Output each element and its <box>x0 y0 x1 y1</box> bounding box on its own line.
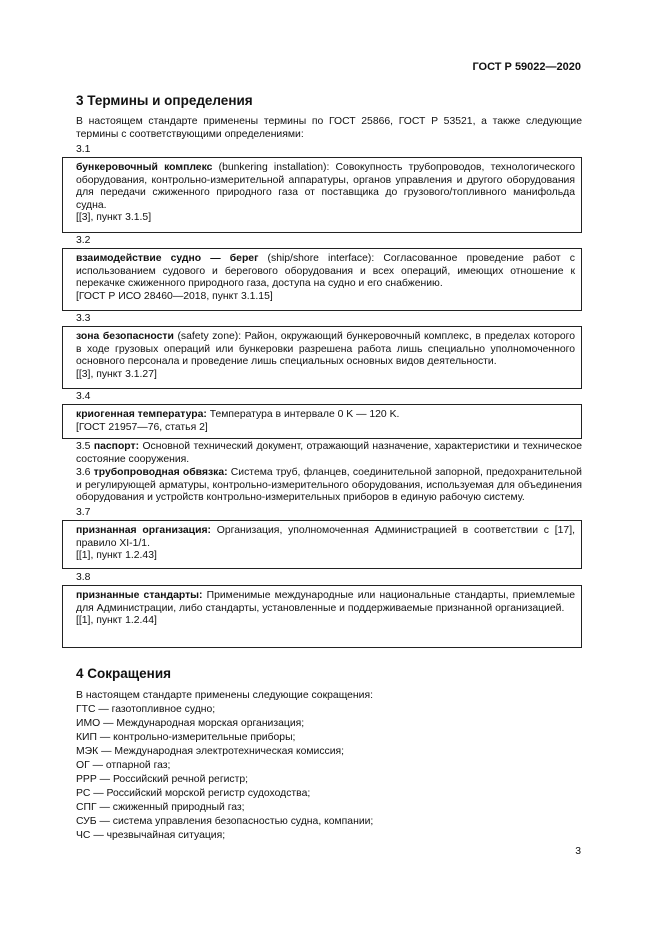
standard-code: ГОСТ Р 59022—2020 <box>472 61 581 73</box>
term-source: [[1], пункт 1.2.44] <box>76 615 157 627</box>
term-name: признанная организация: <box>76 525 211 536</box>
term-name: трубопроводная обвязка: <box>93 467 228 478</box>
term-text: Применимые международные или национальные стандарты, приемлемые для Администрации, либо стандарты, установленные и поддерживаемые признанной организацией. <box>76 590 575 614</box>
abbreviation-item: РРР — Российский речной регистр; <box>76 774 249 785</box>
term-definition <box>76 525 575 550</box>
term-name: зона безопасности <box>76 331 174 342</box>
term-box-3-8 <box>62 585 582 648</box>
term-source: [[3], пункт 3.1.27] <box>76 368 157 380</box>
term-number: 3.2 <box>76 235 91 246</box>
abbreviation-item: СУБ — система управления безопасностью судна, компании; <box>76 816 374 827</box>
abbreviation-item: СПГ — сжиженный природный газ; <box>76 802 245 813</box>
term-text: (bunkering installation): Совокупность трубопроводов, технологического оборудования, контрольно-измерительной аппаратуры, органов управления и другого оборудования для передачи сжиженного природного газа от поставщика до грузового/топливного манифольда судна. <box>76 162 576 211</box>
term-number: 3.3 <box>76 313 91 324</box>
section-4-title: 4 Сокращения <box>76 666 171 681</box>
term-source: [[1], пункт 1.2.43] <box>76 550 157 562</box>
section-4-intro: В настоящем стандарте применены следующие сокращения: <box>76 690 373 701</box>
abbreviation-item: КИП — контрольно-измерительные приборы; <box>76 732 296 743</box>
term-definition <box>76 409 575 422</box>
term-name: взаимодействие судно — берег <box>76 253 259 264</box>
term-name: паспорт: <box>93 441 140 452</box>
term-text: Основной технический документ, отражающий назначение, характеристики и техническое состояние сооружения. <box>76 441 582 465</box>
term-number: 3.5 <box>76 441 94 452</box>
term-definition <box>76 590 575 615</box>
section-3-intro: В настоящем стандарте применены термины по ГОСТ 25866, ГОСТ Р 53521, а также следующие термины с соответствующими определениями: <box>76 116 582 140</box>
term-text: Система труб, фланцев, соединительной запорной, предохранительной и регулирующей арматуры, контрольно-измерительного оборудования, используемая для объединения оборудования и устройств контрольно-измерительных приборов в единую рабочую систему. <box>76 467 582 504</box>
term-source: [[3], пункт 3.1.5] <box>76 212 152 224</box>
term-number: 3.7 <box>76 507 91 518</box>
term-text: Организация, уполномоченная Администрацией в соответствии с [17], правило XI-1/1. <box>76 525 575 549</box>
term-definition <box>76 162 575 212</box>
term-name: признанные стандарты: <box>76 590 203 601</box>
term-text: Температура в интервале 0 K — 120 K. <box>206 409 400 420</box>
term-paragraph-3-6 <box>76 467 582 505</box>
term-number: 3.8 <box>76 572 91 583</box>
term-box-3-2 <box>62 248 582 311</box>
page-number: 3 <box>575 846 581 857</box>
abbreviation-item: ИМО — Международная морская организация; <box>76 718 305 729</box>
abbreviation-item: РС — Российский морской регистр судоходства; <box>76 788 311 799</box>
term-source: [ГОСТ 21957—76, статья 2] <box>76 421 208 433</box>
term-definition <box>76 331 575 369</box>
term-definition <box>76 253 575 291</box>
abbreviation-item: МЭК — Международная электротехническая комиссия; <box>76 746 345 757</box>
term-name: бункеровочный комплекс <box>76 162 213 173</box>
abbreviation-item: ГТС — газотопливное судно; <box>76 704 216 715</box>
term-number: 3.6 <box>76 467 94 478</box>
term-box-3-1 <box>62 157 582 233</box>
term-number: 3.4 <box>76 391 91 402</box>
term-text: (ship/shore interface): Согласованное проведение работ с использованием судового и берегового оборудования и всех операций, имеющих отношение к перекачке сжиженного природного газа, доступа на судно и его снабжению. <box>76 253 575 290</box>
term-text: (safety zone): Район, окружающий бункеровочный комплекс, в пределах которого в ходе грузовых операций или бункеровки разрешена работа лишь специально уполномоченного основного персонала и проведение лишь специальных основных видов деятельности. <box>76 331 575 368</box>
term-box-3-4 <box>62 404 582 439</box>
term-box-3-3 <box>62 326 582 389</box>
term-source: [ГОСТ Р ИСО 28460—2018, пункт 3.1.15] <box>76 290 273 302</box>
term-paragraph-3-5 <box>76 441 582 466</box>
term-number: 3.1 <box>76 144 91 155</box>
section-3-title: 3 Термины и определения <box>76 93 253 108</box>
abbreviation-item: ОГ — отпарной газ; <box>76 760 171 771</box>
term-name: криогенная температура: <box>76 409 207 420</box>
abbreviation-item: ЧС — чрезвычайная ситуация; <box>76 830 226 841</box>
term-box-3-7 <box>62 520 582 569</box>
